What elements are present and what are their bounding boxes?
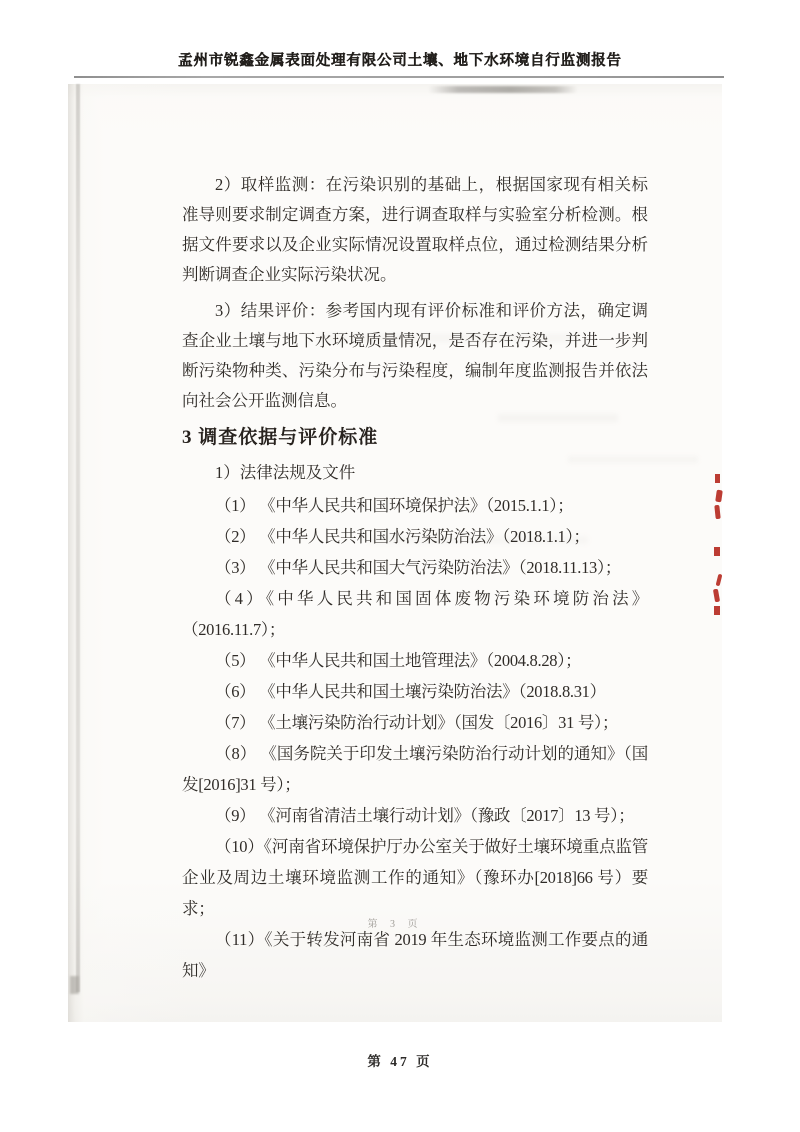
list-item: （8） 《国务院关于印发土壤污染防治行动计划的通知》（国发[2016]31 号）；	[182, 744, 648, 794]
inner-page-number: 第 3 页	[367, 919, 423, 930]
scan-top-smudge	[428, 86, 578, 93]
list-item: （11）《关于转发河南省 2019 年生态环境监测工作要点的通知》	[182, 930, 648, 980]
list-item: （4）《中华人民共和国固体废物污染环境防治法》（2016.11.7）；	[182, 589, 648, 639]
paragraph-result-evaluation: 3）结果评价：参考国内现有评价标准和评价方法，确定调查企业土壤与地下水环境质量情况，是否存在污染，并进一步判断污染物种类、污染分布与污染程度，编制年度监测报告并依法向社会公开监测信息。	[182, 301, 648, 410]
list-item: （5） 《中华人民共和国土地管理法》（2004.8.28）；	[215, 651, 582, 670]
list-item: （9） 《河南省清洁土壤行动计划》（豫政〔2017〕13 号）；	[215, 806, 635, 825]
list-item: （7） 《土壤污染防治行动计划》（国发〔2016〕31 号）；	[215, 713, 619, 732]
list-item: （10）《河南省环境保护厅办公室关于做好土壤环境重点监管企业及周边土壤环境监测工作的通知》（豫环办[2018]66 号）要求；	[182, 837, 648, 918]
red-stamp-mark	[713, 589, 720, 603]
subsection-title: 1）法律法规及文件	[215, 463, 356, 482]
red-stamp-mark	[715, 474, 720, 483]
footer-page-number: 第 47 页	[367, 1054, 433, 1069]
regulation-list	[182, 490, 648, 986]
document-content	[182, 170, 648, 986]
scan-left-edge	[76, 84, 80, 992]
red-stamp-mark	[714, 606, 720, 615]
scan-corner-smudge	[70, 976, 79, 994]
list-item: （3） 《中华人民共和国大气污染防治法》（2018.11.13）；	[215, 558, 622, 577]
page-footer	[0, 1050, 800, 1071]
header-title: 孟州市锐鑫金属表面处理有限公司土壤、地下水环境自行监测报告	[178, 53, 622, 69]
paragraph-sampling-monitoring: 2）取样监测：在污染识别的基础上，根据国家现有相关标准导则要求制定调查方案，进行调查取样与实验室分析检测。根据文件要求以及企业实际情况设置取样点位，通过检测结果分析判断调查企业实际污染状况。	[182, 175, 648, 284]
list-item: （1） 《中华人民共和国环境保护法》（2015.1.1）；	[215, 496, 574, 515]
red-stamp-mark	[714, 505, 720, 519]
scanned-sheet	[68, 84, 722, 1022]
red-stamp-mark	[716, 574, 723, 587]
section-heading: 3 调查依据与评价标准	[182, 427, 379, 448]
red-stamp-mark	[715, 490, 723, 503]
list-item: （6） 《中华人民共和国土壤污染防治法》（2018.8.31）	[215, 682, 606, 701]
red-stamp-mark	[714, 547, 720, 556]
header-rule	[74, 76, 724, 78]
list-item: （2） 《中华人民共和国水污染防治法》（2018.1.1）；	[215, 527, 590, 546]
